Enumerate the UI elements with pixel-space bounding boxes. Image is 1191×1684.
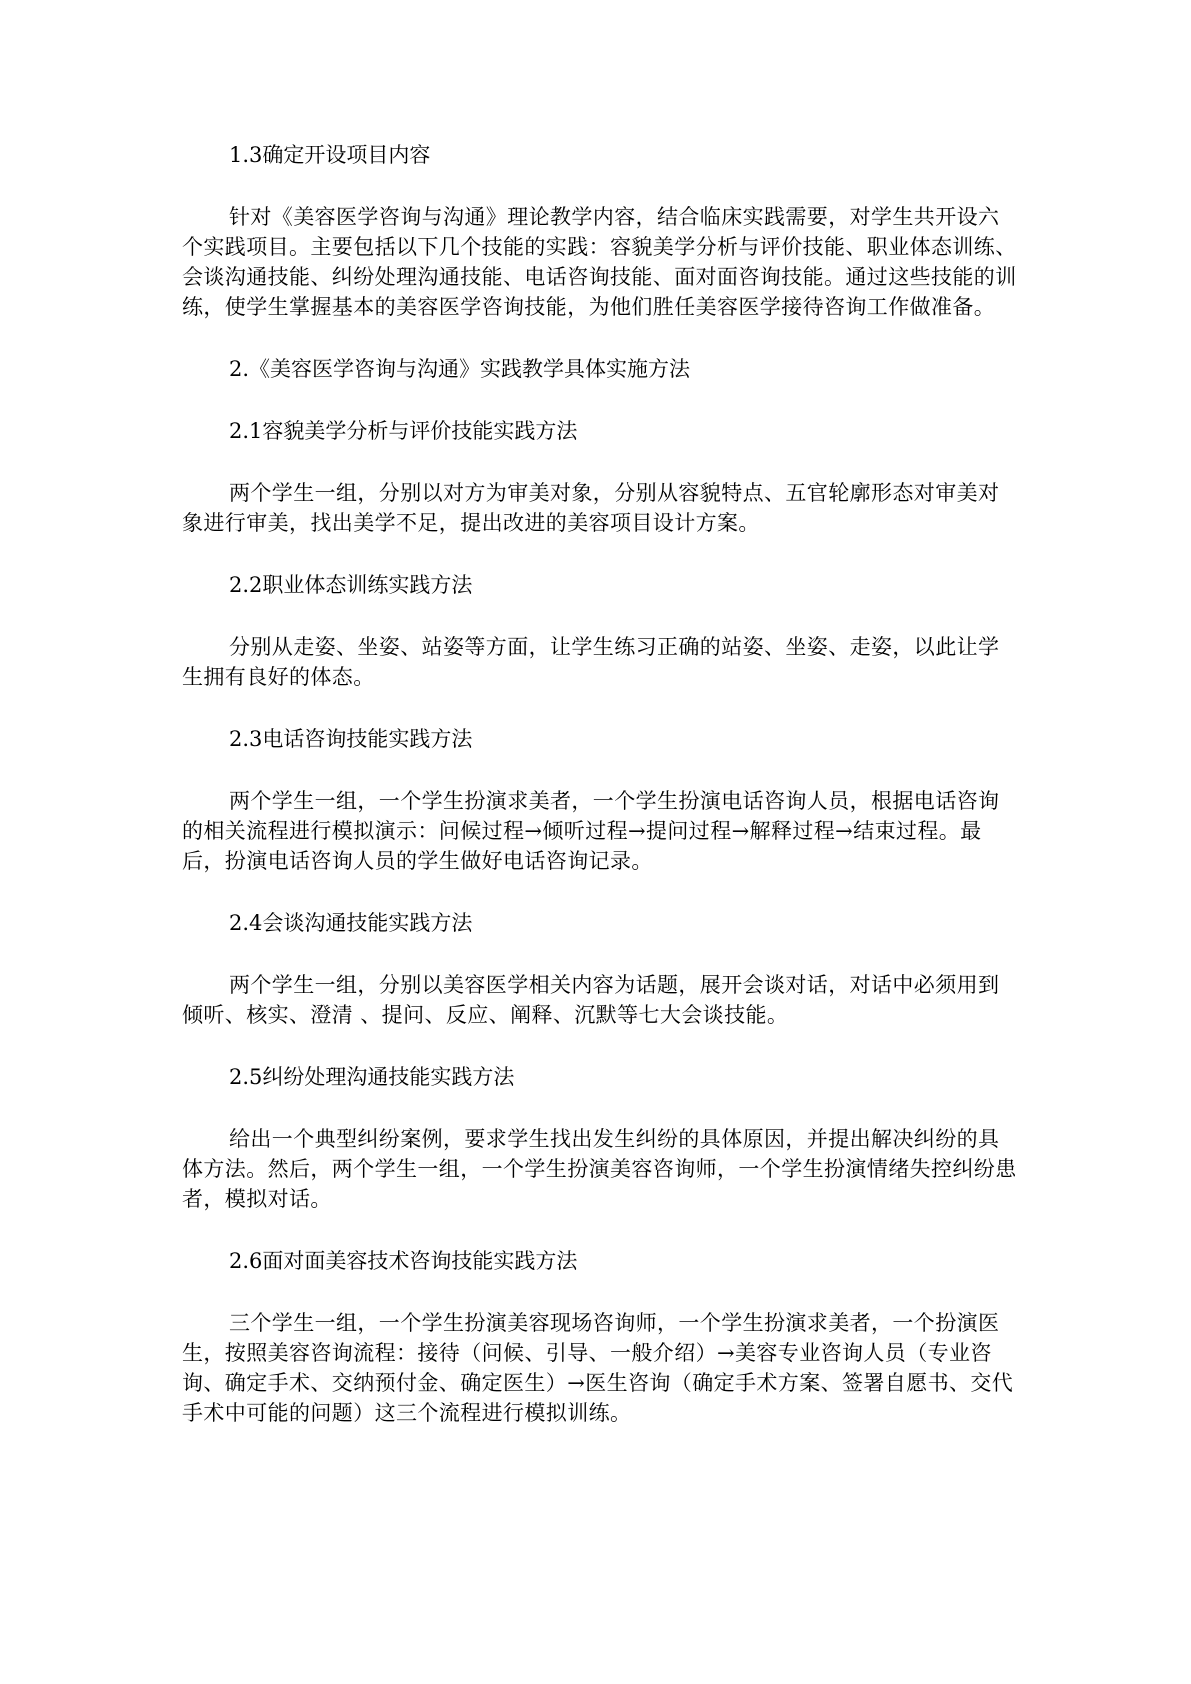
section-heading-1-3: 1.3确定开设项目内容 <box>229 143 431 167</box>
paragraph-2-3: 两个学生一组，一个学生扮演求美者，一个学生扮演电话咨询人员，根据电话咨询的相关流程进行模拟演示：问候过程→倾听过程→提问过程→解释过程→结束过程。最后，扮演电话咨询人员的学生做好电话咨询记录。 <box>182 789 1000 873</box>
paragraph-2-1: 两个学生一组，分别以对方为审美对象，分别从容貌特点、五官轮廓形态对审美对象进行审美，找出美学不足，提出改进的美容项目设计方案。 <box>182 481 1000 535</box>
paragraph-project-content: 针对《美容医学咨询与沟通》理论教学内容，结合临床实践需要，对学生共开设六个实践项目。主要包括以下几个技能的实践：容貌美学分析与评价技能、职业体态训练、会谈沟通技能、纠纷处理沟通技能、电话咨询技能、面对面咨询技能。通过这些技能的训练，使学生掌握基本的美容医学咨询技能，为他们胜任美容医学接待咨询工作做准备。 <box>182 205 1017 319</box>
paragraph-2-2: 分别从走姿、坐姿、站姿等方面，让学生练习正确的站姿、坐姿、走姿，以此让学生拥有良好的体态。 <box>182 635 1000 689</box>
section-heading-2-2: 2.2职业体态训练实践方法 <box>229 573 473 597</box>
paragraph-2-4: 两个学生一组，分别以美容医学相关内容为话题，展开会谈对话，对话中必须用到倾听、核实、澄清 、提问、反应、阐释、沉默等七大会谈技能。 <box>182 973 1000 1027</box>
section-heading-2-6: 2.6面对面美容技术咨询技能实践方法 <box>229 1249 578 1273</box>
section-heading-2-3: 2.3电话咨询技能实践方法 <box>229 727 473 751</box>
section-heading-2-1: 2.1容貌美学分析与评价技能实践方法 <box>229 419 578 443</box>
section-heading-2-4: 2.4会谈沟通技能实践方法 <box>229 911 473 935</box>
section-heading-2-5: 2.5纠纷处理沟通技能实践方法 <box>229 1065 515 1089</box>
document-page <box>182 140 1017 1428</box>
paragraph-2-5: 给出一个典型纠纷案例，要求学生找出发生纠纷的具体原因，并提出解决纠纷的具体方法。然后，两个学生一组，一个学生扮演美容咨询师，一个学生扮演情绪失控纠纷患者，模拟对话。 <box>182 1127 1017 1211</box>
paragraph-2-6: 三个学生一组，一个学生扮演美容现场咨询师，一个学生扮演求美者，一个扮演医生，按照美容咨询流程：接待（问候、引导、一般介绍）→美容专业咨询人员（专业咨询、确定手术、交纳预付金、确定医生）→医生咨询（确定手术方案、签署自愿书、交代手术中可能的问题）这三个流程进行模拟训练。 <box>182 1311 1014 1425</box>
section-heading-2: 2.《美容医学咨询与沟通》实践教学具体实施方法 <box>229 357 691 381</box>
